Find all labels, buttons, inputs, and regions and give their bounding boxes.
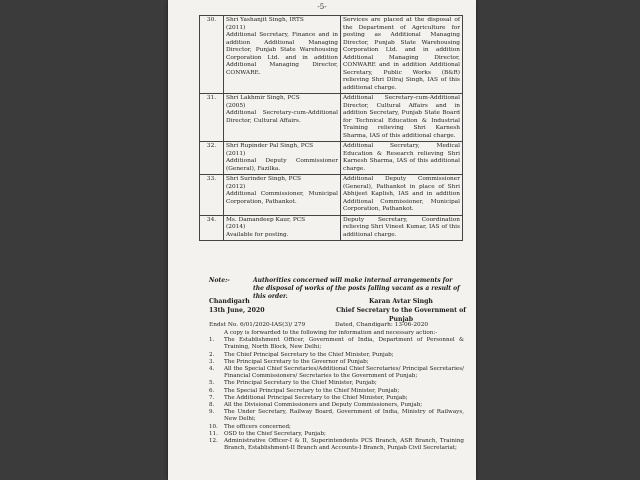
- table-row: [200, 94, 463, 142]
- recipient-text: Administrative Officer-I & II, Superintendents PCS Branch, ASR Branch, Training Branch, Establishment-II Branch and Accounts-I Branch, Punjab Civil Secretariat;: [224, 438, 464, 452]
- officer-name: Shri Rupinder Pal Singh, PCS: [226, 143, 314, 149]
- officer-name: Shri Yashanjit Singh, IRTS: [226, 17, 304, 23]
- recipient-item: [209, 395, 464, 402]
- recipient-number: 9.: [209, 409, 215, 416]
- recipient-item: [209, 388, 464, 395]
- present-posting: Additional Secretary, Finance and in addition Additional Managing Director, Punjab State Warehousing Corporation Ltd. and in addition Additional Managing Director, CONWARE.: [226, 32, 338, 76]
- present-posting: Additional Commissioner, Municipal Corporation, Pathankot.: [226, 191, 338, 205]
- recipient-text: The Special Principal Secretary to the Chief Minister, Punjab;: [224, 387, 400, 394]
- forward-intro: A copy is forwarded to the following for information and necessary action:-: [224, 330, 438, 336]
- serial-number: 30.: [200, 16, 224, 94]
- place-date: [209, 297, 265, 315]
- recipient-item: [209, 352, 464, 359]
- document-page: [168, 0, 476, 480]
- recipient-item: [209, 438, 464, 452]
- recipient-item: [209, 366, 464, 380]
- serial-number: 33.: [200, 175, 224, 216]
- recipient-number: 10.: [209, 423, 218, 430]
- signatory-title: Chief Secretary to the Government of Punjab: [336, 307, 466, 323]
- table-row: [200, 142, 463, 175]
- new-posting: Additional Deputy Commissioner (General), Pathankot in place of Shri Abhijeet Kaplish, IAS and in addition Additional Commissioner, Municipal Corporation, Pathankot.: [341, 175, 463, 216]
- recipient-item: [209, 380, 464, 387]
- note-text: Authorities concerned will make internal arrangements for the disposal of works of the posts falling vacant as a result of this order.: [253, 277, 460, 300]
- recipient-text: The Principal Secretary to the Governor of Punjab;: [224, 358, 369, 365]
- recipient-text: All the Special Chief Secretaries/Additional Chief Secretaries/ Principal Secretaries/ Financial Commissioners/ Secretaries to the Government of Punjab;: [224, 366, 464, 380]
- present-posting: Additional Secretary-cum-Additional Director, Cultural Affairs.: [226, 110, 338, 124]
- recipient-number: 7.: [209, 394, 215, 401]
- batch-year: (2011): [226, 150, 246, 157]
- table-row: [200, 16, 463, 94]
- new-posting: Additional Secretary, Medical Education & Research relieving Shri Karnesh Sharma, IAS of this additional charge.: [341, 142, 463, 175]
- recipient-text: The officers concerned;: [224, 423, 291, 430]
- serial-number: 32.: [200, 142, 224, 175]
- place: Chandigarh: [209, 298, 250, 305]
- new-posting: Services are placed at the disposal of the Department of Agriculture for posting as Additional Managing Director, Punjab State Warehousing Corporation Ltd. and in addition Additional Managing Director, CONWARE and in addition Additional Secretary, Public Works (B&R) relieving Shri Dilraj Singh, IAS of this additional charge.: [341, 16, 463, 94]
- postings-table: [199, 15, 463, 241]
- recipient-item: [209, 409, 464, 423]
- recipient-item: [209, 402, 464, 409]
- recipient-text: OSD to the Chief Secretary, Punjab;: [224, 430, 326, 437]
- recipient-item: [209, 359, 464, 366]
- note-label: Note:-: [209, 277, 230, 284]
- order-date: 13th June, 2020: [209, 307, 265, 314]
- batch-year: (2011): [226, 24, 246, 31]
- recipient-text: The Chief Principal Secretary to the Chief Minister, Punjab;: [224, 351, 394, 358]
- signatory-name: Karan Avtar Singh: [369, 298, 433, 305]
- serial-number: 34.: [200, 215, 224, 241]
- recipient-text: The Establishment Officer, Government of India, Department of Personnel & Training, North Block, New Delhi;: [224, 337, 464, 351]
- officer-cell: [224, 142, 341, 175]
- page-number: -5-: [317, 3, 327, 11]
- batch-year: (2012): [226, 183, 246, 190]
- recipient-item: [209, 431, 464, 438]
- serial-number: 31.: [200, 94, 224, 142]
- recipient-text: The Principal Secretary to the Chief Minister, Punjab;: [224, 380, 377, 387]
- new-posting: Additional Secretary-cum-Additional Director, Cultural Affairs and in addition Secretary, Punjab State Board for Technical Education & Industrial Training relieving Shri Karnesh Sharma, IAS of this additional charge.: [341, 94, 463, 142]
- officer-name: Ms. Damandeep Kaur, PCS: [226, 216, 306, 223]
- officer-name: Shri Surinder Singh, PCS: [226, 176, 301, 182]
- forwarding-list: [209, 330, 464, 452]
- batch-year: (2005): [226, 102, 246, 109]
- present-posting: Available for posting.: [226, 231, 289, 238]
- recipient-number: 11.: [209, 430, 218, 437]
- officer-name: Shri Lakhmir Singh, PCS: [226, 95, 300, 101]
- present-posting: Additional Deputy Commissioner (General), Fazilka.: [226, 158, 338, 172]
- endorsement-number: Endst No. 6/01/2020-IAS(3)/ 279: [209, 322, 306, 328]
- recipient-item: [209, 337, 464, 351]
- officer-cell: [224, 94, 341, 142]
- recipient-text: The Additional Principal Secretary to the Chief Minister, Punjab;: [224, 394, 408, 401]
- recipient-item: [209, 424, 464, 431]
- recipient-number: 5.: [209, 380, 215, 387]
- endorsement-line: [209, 321, 464, 329]
- officer-cell: [224, 175, 341, 216]
- recipient-number: 12.: [209, 438, 218, 445]
- recipient-number: 8.: [209, 402, 215, 409]
- recipient-list: [209, 337, 464, 452]
- recipient-number: 2.: [209, 351, 215, 358]
- endorsement-date: Dated, Chandigarh: 13-06-2020: [335, 322, 429, 328]
- recipient-number: 4.: [209, 366, 215, 373]
- recipient-number: 3.: [209, 358, 215, 365]
- batch-year: (2014): [226, 224, 246, 230]
- recipient-number: 1.: [209, 337, 215, 344]
- recipient-number: 6.: [209, 387, 215, 394]
- table-row: [200, 175, 463, 216]
- signature-block: [331, 297, 471, 324]
- officer-cell: [224, 16, 341, 94]
- new-posting: Deputy Secretary, Coordination relieving Shri Vineet Kumar, IAS of this additional charge.: [341, 215, 463, 241]
- recipient-text: The Under Secretary, Railway Board, Government of India, Ministry of Railways, New Delhi;: [224, 409, 464, 423]
- table-row: [200, 215, 463, 241]
- recipient-text: All the Divisional Commissioners and Deputy Commissioners, Punjab;: [224, 402, 423, 409]
- officer-cell: [224, 215, 341, 241]
